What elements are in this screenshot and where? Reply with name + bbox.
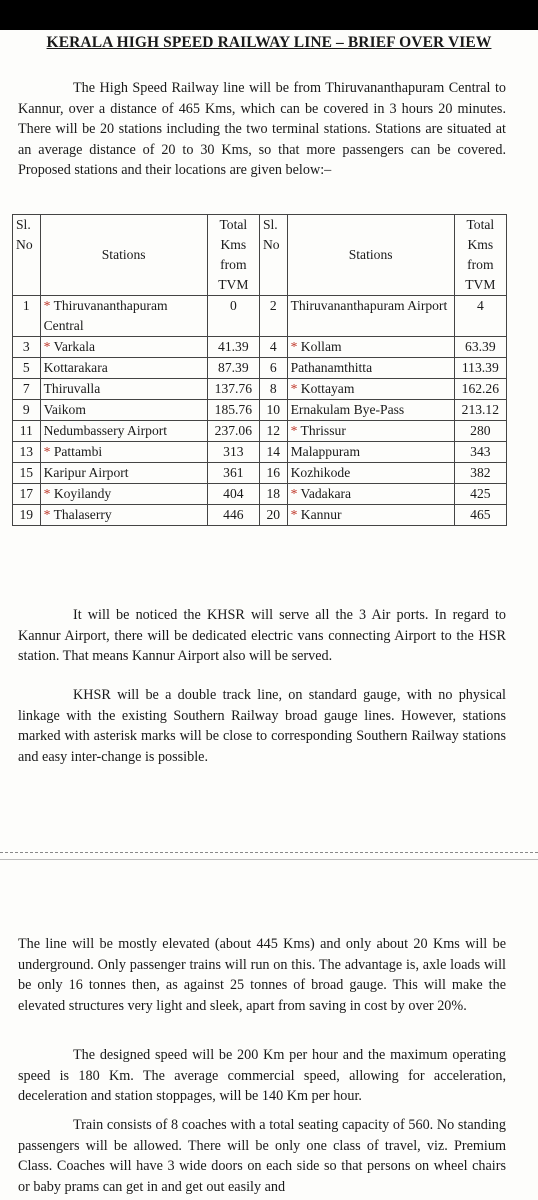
sl-no-cell: 3 bbox=[13, 337, 41, 358]
sl-no-cell: 20 bbox=[259, 505, 287, 526]
sl-no-cell: 10 bbox=[259, 400, 287, 421]
kms-cell: 404 bbox=[207, 484, 259, 505]
sl-no-cell: 18 bbox=[259, 484, 287, 505]
intro-paragraph: The High Speed Railway line will be from Thiruvananthapuram Central to Kannur, over a distance of 465 Kms, which can be covered in 3 hours 20 minutes. There will be 20 stations including the two terminal stations. Stations are situated at an average distance of 20 to 30 Kms, so that more passengers can be covered. Proposed stations and their locations are given below:– bbox=[18, 80, 506, 178]
kms-cell: 185.76 bbox=[207, 400, 259, 421]
station-name-cell bbox=[287, 337, 454, 358]
kms-header-left: Total Kms from TVM bbox=[207, 215, 259, 296]
station-name: Thrissur bbox=[300, 423, 346, 438]
kms-header-right: Total Kms from TVM bbox=[454, 215, 506, 296]
speed-paragraph: The designed speed will be 200 Km per hour and the maximum operating speed is 180 Km. The average commercial speed, allowing for acceleration, deceleration and station stoppages, will be 140 Km per hour. bbox=[18, 1047, 506, 1104]
station-name-cell bbox=[40, 337, 207, 358]
station-name: Kottarakara bbox=[43, 360, 108, 375]
table-row bbox=[13, 442, 507, 463]
asterisk-mark: * bbox=[43, 444, 51, 459]
station-name: Kollam bbox=[300, 339, 342, 354]
table-row bbox=[13, 379, 507, 400]
elevated-paragraph: The line will be mostly elevated (about 445 Kms) and only about 20 Kms will be underground. Only passenger trains will run on this. The advantage is, axle loads will be only 16 tonnes then, as against 25 tonnes of broad gauge. This will make the elevated structures very light and sleek, apart from saving in cost by over 20%. bbox=[18, 936, 506, 1014]
kms-cell: 0 bbox=[207, 296, 259, 337]
page-divider bbox=[0, 852, 538, 860]
station-name: Koyilandy bbox=[53, 486, 112, 501]
table-row bbox=[13, 463, 507, 484]
track-paragraph: KHSR will be a double track line, on standard gauge, with no physical linkage with the existing Southern Railway broad gauge lines. However, stations marked with asterisk marks will be close to corresponding Southern Railway stations and easy inter-change is possible. bbox=[18, 687, 506, 765]
sl-no-cell: 2 bbox=[259, 296, 287, 337]
airports-paragraph: It will be noticed the KHSR will serve all the 3 Air ports. In regard to Kannur Airport, there will be dedicated electric vans connecting Airport to the HSR station. That means Kannur Airport also will be served. bbox=[18, 607, 506, 664]
kms-cell: 137.76 bbox=[207, 379, 259, 400]
sl-no-cell: 9 bbox=[13, 400, 41, 421]
station-name-cell bbox=[40, 442, 207, 463]
station-name: Kottayam bbox=[300, 381, 355, 396]
asterisk-mark: * bbox=[43, 507, 51, 522]
station-name: Vadakara bbox=[300, 486, 352, 501]
document-page-1 bbox=[0, 30, 538, 850]
station-name-cell bbox=[287, 442, 454, 463]
asterisk-mark: * bbox=[43, 486, 51, 501]
sl-no-cell: 16 bbox=[259, 463, 287, 484]
kms-cell: 343 bbox=[454, 442, 506, 463]
station-name: Karipur Airport bbox=[43, 465, 129, 480]
asterisk-mark: * bbox=[290, 486, 298, 501]
station-name: Nedumbassery Airport bbox=[43, 423, 168, 438]
station-name-cell bbox=[287, 463, 454, 484]
station-name: Thiruvananthapuram Airport bbox=[290, 298, 448, 313]
kms-cell: 313 bbox=[207, 442, 259, 463]
station-name: Pathanamthitta bbox=[290, 360, 373, 375]
station-name: Varkala bbox=[53, 339, 96, 354]
table-row bbox=[13, 337, 507, 358]
table-row bbox=[13, 505, 507, 526]
sl-no-cell: 12 bbox=[259, 421, 287, 442]
top-black-bar bbox=[0, 0, 538, 30]
station-name: Ernakulam Bye-Pass bbox=[290, 402, 405, 417]
station-name-cell bbox=[287, 484, 454, 505]
station-name-cell bbox=[287, 505, 454, 526]
kms-cell: 361 bbox=[207, 463, 259, 484]
asterisk-mark: * bbox=[290, 423, 298, 438]
stations-header-left: Stations bbox=[40, 215, 207, 296]
station-name: Thalaserry bbox=[53, 507, 112, 522]
stations-header-right: Stations bbox=[287, 215, 454, 296]
station-name: Pattambi bbox=[53, 444, 103, 459]
stations-table-body bbox=[13, 296, 507, 526]
kms-cell: 280 bbox=[454, 421, 506, 442]
kms-cell: 87.39 bbox=[207, 358, 259, 379]
station-name: Vaikom bbox=[43, 402, 86, 417]
sl-no-cell: 19 bbox=[13, 505, 41, 526]
sl-no-cell: 11 bbox=[13, 421, 41, 442]
station-name: Malappuram bbox=[290, 444, 361, 459]
table-row bbox=[13, 484, 507, 505]
sl-no-header-left: Sl. No bbox=[13, 215, 41, 296]
asterisk-mark: * bbox=[290, 339, 298, 354]
sl-no-cell: 4 bbox=[259, 337, 287, 358]
sl-no-cell: 1 bbox=[13, 296, 41, 337]
station-name: Thiruvananthapuram Central bbox=[43, 298, 168, 333]
sl-no-cell: 7 bbox=[13, 379, 41, 400]
station-name-cell bbox=[287, 400, 454, 421]
kms-cell: 465 bbox=[454, 505, 506, 526]
station-name-cell bbox=[40, 505, 207, 526]
document-page-2 bbox=[0, 862, 538, 1200]
asterisk-mark: * bbox=[290, 507, 298, 522]
station-name-cell bbox=[40, 400, 207, 421]
station-name: Kannur bbox=[300, 507, 342, 522]
station-name-cell bbox=[40, 379, 207, 400]
station-name-cell bbox=[287, 421, 454, 442]
station-name-cell bbox=[40, 484, 207, 505]
station-name: Thiruvalla bbox=[43, 381, 101, 396]
sl-no-cell: 5 bbox=[13, 358, 41, 379]
kms-cell: 425 bbox=[454, 484, 506, 505]
kms-cell: 41.39 bbox=[207, 337, 259, 358]
station-name-cell bbox=[40, 296, 207, 337]
kms-cell: 237.06 bbox=[207, 421, 259, 442]
station-name: Kozhikode bbox=[290, 465, 351, 480]
sl-no-cell: 6 bbox=[259, 358, 287, 379]
station-name-cell bbox=[287, 358, 454, 379]
kms-cell: 382 bbox=[454, 463, 506, 484]
table-row bbox=[13, 358, 507, 379]
table-header-row bbox=[13, 215, 507, 296]
station-name-cell bbox=[40, 463, 207, 484]
kms-cell: 113.39 bbox=[454, 358, 506, 379]
coaches-paragraph: Train consists of 8 coaches with a total seating capacity of 560. No standing passengers will be allowed. There will be only one class of travel, viz. Premium Class. Coaches will have 3 wide doors on each side so that persons on wheel chairs or baby prams can get in and get out easily and bbox=[18, 1117, 506, 1195]
asterisk-mark: * bbox=[43, 339, 51, 354]
station-name-cell bbox=[287, 296, 454, 337]
table-row bbox=[13, 421, 507, 442]
asterisk-mark: * bbox=[290, 381, 298, 396]
sl-no-cell: 13 bbox=[13, 442, 41, 463]
sl-no-cell: 15 bbox=[13, 463, 41, 484]
sl-no-header-right: Sl. No bbox=[259, 215, 287, 296]
station-name-cell bbox=[287, 379, 454, 400]
stations-table bbox=[12, 214, 507, 526]
document-title: KERALA HIGH SPEED RAILWAY LINE – BRIEF OVER VIEW bbox=[46, 34, 492, 51]
sl-no-cell: 8 bbox=[259, 379, 287, 400]
table-row bbox=[13, 400, 507, 421]
sl-no-cell: 17 bbox=[13, 484, 41, 505]
sl-no-cell: 14 bbox=[259, 442, 287, 463]
station-name-cell bbox=[40, 421, 207, 442]
table-row bbox=[13, 296, 507, 337]
asterisk-mark: * bbox=[43, 298, 51, 313]
kms-cell: 4 bbox=[454, 296, 506, 337]
station-name-cell bbox=[40, 358, 207, 379]
kms-cell: 162.26 bbox=[454, 379, 506, 400]
kms-cell: 213.12 bbox=[454, 400, 506, 421]
kms-cell: 446 bbox=[207, 505, 259, 526]
kms-cell: 63.39 bbox=[454, 337, 506, 358]
